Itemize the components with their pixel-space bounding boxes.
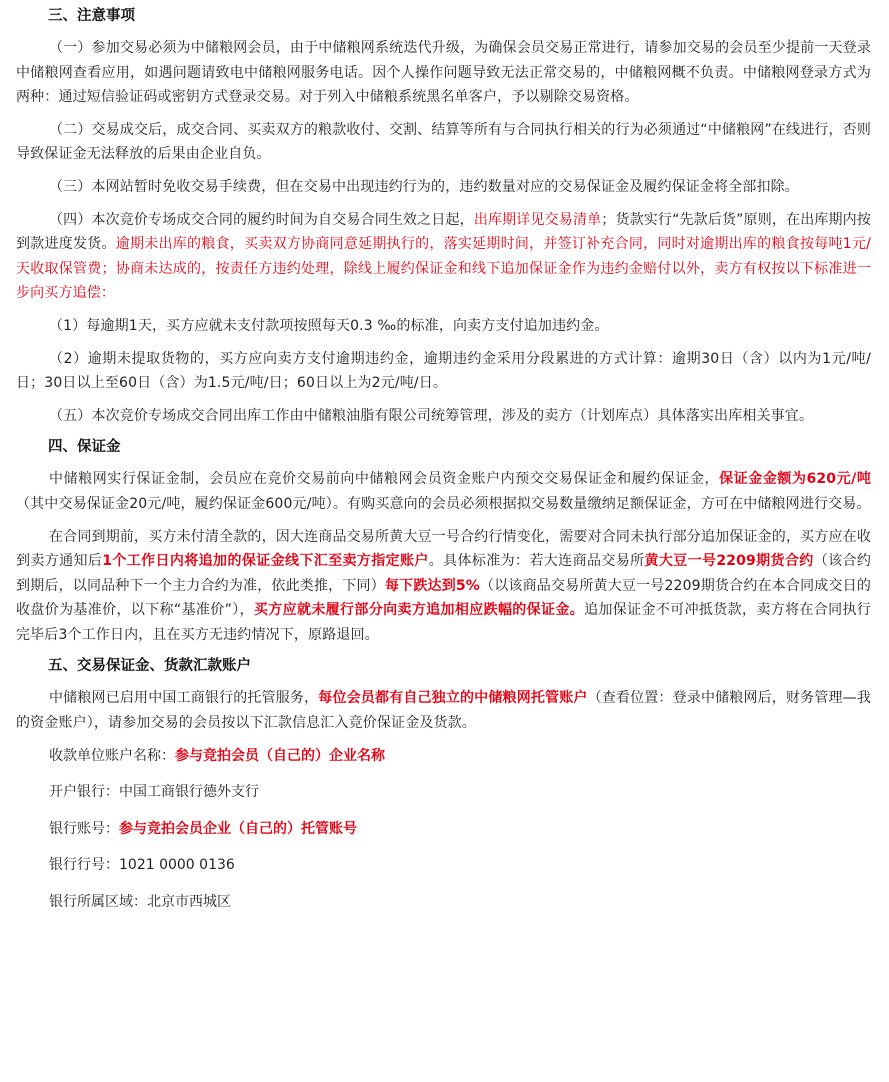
section-heading-notes: 三、注意事项: [48, 8, 135, 24]
notes-item-3: （三）本网站暂时免收交易手续费，但在交易中出现违约行为的，违约数量对应的交易保证金及履约保证金将全部扣除。: [49, 178, 799, 195]
notes-item-4-text-a: （四）本次竞价专场成交合同的履约时间为自交易合同生效之日起，: [49, 211, 474, 228]
deposit-p1-text-c: （其中交易保证金20元/吨，履约保证金600元/吨）。有购买意向的会员必须根据拟交易数量缴纳足额保证金，方可在中储粮网进行交易。: [16, 495, 871, 512]
notes-item-4: [16, 208, 871, 306]
account-number-label: 银行账号：: [49, 820, 119, 837]
deposit-amount-highlight: 保证金金额为620元/吨: [719, 471, 872, 488]
account-number-value: 参与竞拍会员企业（自己的）托管账号: [119, 820, 357, 837]
deposit-paragraph-2: [16, 525, 871, 648]
bank-region-row: [16, 890, 871, 915]
bank-region-label: 银行所属区域：: [49, 894, 147, 911]
deposit-paragraph-1: [16, 467, 871, 516]
bank-region-value: 北京市西城区: [147, 894, 231, 911]
deposit-p2-text-a: 在合同到期前，买方未付清全款的，因大连商品交易所黄大豆一号合约行情变化，需要对合同未执行部分追加保证金的，买方应在收到卖方通知后: [16, 528, 871, 570]
notes-item-2: （二）交易成交后，成交合同、买卖双方的粮款收付、交割、结算等所有与合同执行相关的行为必须通过“中储粮网”在线进行，否则导致保证金无法释放的后果由企业自负。: [16, 121, 871, 163]
notes-item-4-overdue-highlight: 逾期未出库的粮食，买卖双方协商同意延期执行的，落实延期时间，并签订补充合同，同时对逾期出库的粮食按每吨1元/天收取保管费；协商未达成的，按责任方违约处理，除线上履约保证金和线下追加保证金作为违约金赔付以外，卖方有权按以下标准进一步向买方追偿：: [16, 236, 871, 302]
section-heading-deposit: 四、保证金: [48, 439, 121, 456]
deposit-p2-text-g: （以该商品交易所黄大豆一号2209期货合约在本合同成交日的收盘价为基准价，以下称“基准价”），: [16, 577, 872, 619]
bank-label: 开户银行：: [49, 784, 119, 801]
drop-threshold-highlight: 每下跌达到5%: [384, 577, 480, 594]
notes-item-1: （一）参加交易必须为中储粮网会员，由于中储粮网系统迭代升级，为确保会员交易正常进行，请参加交易的会员至少提前一天登录中储粮网查看应用，如遇问题请致电中储粮网服务电话。因个人操作问题导致无法正常交易的，中储粮网概不负责。中储粮网登录方式为两种：通过短信验证码或密钥方式登录交易。对于列入中储粮系统黑名单客户，予以剔除交易资格。: [16, 40, 871, 106]
notes-sub-item-2: （2）逾期未提取货物的，买方应向卖方支付逾期违约金，逾期违约金采用分段累进的方式计算：逾期30日（含）以内为1元/吨/日；30日以上至60日（含）为1.5元/吨/日；60日以上为2元/吨/日。: [16, 350, 871, 392]
bank-value: 中国工商银行德外支行: [119, 784, 259, 801]
bank-code-row: [16, 853, 871, 878]
deposit-p2-text-e: （该合约到期后，以同品种下一个主力合约为准，依此类推，下同）: [16, 553, 871, 594]
document-body: [0, 5, 889, 915]
deposit-deadline-highlight: 1个工作日内将追加的保证金线下汇至卖方指定账户: [102, 553, 429, 570]
notes-sub-item-1: （1）每逾期1天，买方应就未支付款项按照每天0.3 ‰的标准，向卖方支付追加违约金。: [49, 317, 609, 334]
accounts-p1-text-a: 中储粮网已启用中国工商银行的托管服务，: [49, 690, 319, 707]
bank-code-label: 银行行号：: [49, 857, 119, 874]
notes-item-5: （五）本次竞价专场成交合同出库工作由中储粮油脂有限公司统筹管理，涉及的卖方（计划库点）具体落实出库相关事宜。: [49, 407, 814, 424]
accounts-p1-text-c: （查看位置：登录中储粮网后，财务管理—我的资金账户），请参加交易的会员按以下汇款信息汇入竞价保证金及货款。: [16, 690, 871, 732]
deposit-p2-text-c: 。具体标准为：若大连商品交易所: [428, 553, 645, 570]
account-number-row: [16, 817, 871, 842]
payee-name-row: [16, 744, 871, 769]
futures-contract-highlight: 黄大豆一号2209期货合约: [644, 553, 814, 570]
additional-deposit-highlight: 买方应就未履行部分向卖方追加相应跌幅的保证金。: [253, 602, 585, 619]
deposit-p1-text-a: 中储粮网实行保证金制，会员应在竞价交易前向中储粮网会员资金账户内预交交易保证金和履约保证金，: [49, 471, 720, 488]
bank-row: [16, 780, 871, 805]
escrow-account-highlight: 每位会员都有自己独立的中储粮网托管账户: [318, 690, 588, 707]
payee-name-label: 收款单位账户名称：: [49, 747, 175, 764]
payee-name-value: 参与竞拍会员（自己的）企业名称: [175, 747, 385, 764]
deposit-p2-text-i: 追加保证金不可冲抵货款，卖方将在合同执行完毕后3个工作日内，且在买方无违约情况下，原路退回。: [16, 602, 871, 643]
section-heading-accounts: 五、交易保证金、货款汇款账户: [48, 658, 251, 675]
bank-code-value: 1021 0000 0136: [119, 857, 235, 874]
notes-item-4-delivery-highlight: 出库期详见交易清单: [473, 211, 602, 228]
notes-item-4-text-c: ；货款实行“先款后货”原则，在出库期内按到款进度发货。: [16, 211, 871, 253]
accounts-paragraph-1: [16, 686, 871, 735]
